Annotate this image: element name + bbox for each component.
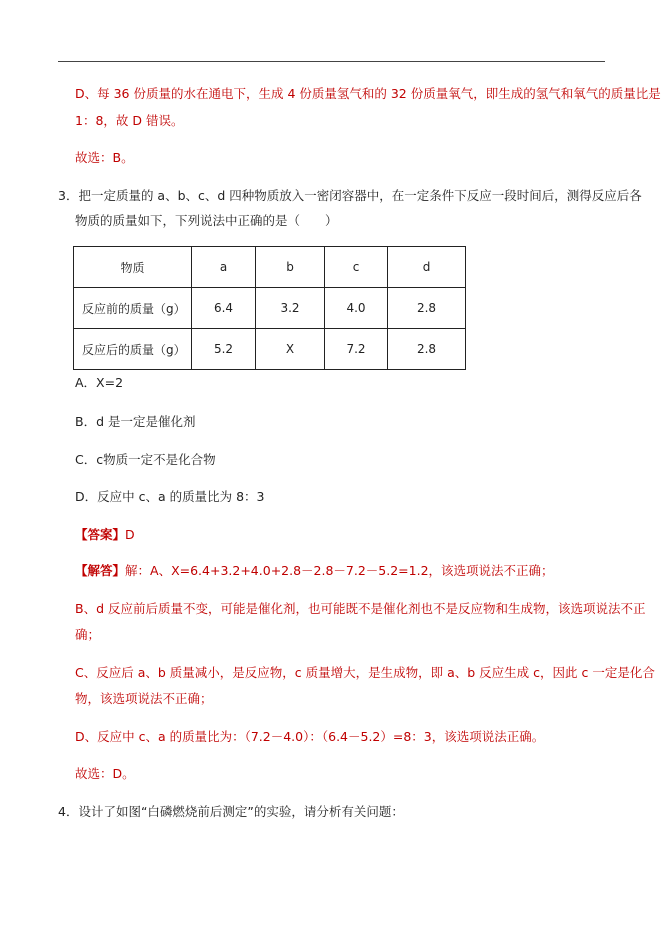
option-b: B．d 是一定是催化剂 bbox=[75, 414, 196, 429]
table-header-cell: a bbox=[192, 247, 256, 288]
table-cell: 5.2 bbox=[192, 329, 256, 370]
table-cell: 反应后的质量（g） bbox=[74, 329, 192, 370]
table-header-cell: 物质 bbox=[74, 247, 192, 288]
table-cell: 7.2 bbox=[325, 329, 388, 370]
analysis-b-line1: B、d 反应前后质量不变，可能是催化剂，也可能既不是催化剂也不是反应物和生成物，该选项说法不正 bbox=[75, 601, 646, 616]
table-cell: X bbox=[256, 329, 325, 370]
analysis-c-line2: 物，该选项说法不正确； bbox=[75, 691, 213, 706]
header-rule bbox=[58, 61, 605, 62]
table-cell: 2.8 bbox=[388, 329, 466, 370]
table-row bbox=[74, 288, 466, 329]
analysis-tag: 【解答】 bbox=[75, 563, 126, 578]
analysis-a bbox=[75, 563, 554, 579]
answer-tag: 【答案】 bbox=[75, 527, 126, 542]
q4-stem: 4．设计了如图“白磷燃烧前后测定”的实验，请分析有关问题： bbox=[58, 804, 404, 819]
table-cell: 3.2 bbox=[256, 288, 325, 329]
table-header-row bbox=[74, 247, 466, 288]
q3-choice: 故选：D。 bbox=[75, 766, 135, 781]
q3-stem-line2: 物质的质量如下，下列说法中正确的是（ ） bbox=[75, 213, 338, 228]
mass-table bbox=[73, 246, 466, 370]
table-header-cell: d bbox=[388, 247, 466, 288]
table-header-cell: c bbox=[325, 247, 388, 288]
table-cell: 反应前的质量（g） bbox=[74, 288, 192, 329]
prev-option-d-line1: D、每 36 份质量的水在通电下，生成 4 份质量氢气和的 32 份质量氧气，即生成的氢气和氧气的质量比是 bbox=[75, 86, 661, 101]
table-cell: 2.8 bbox=[388, 288, 466, 329]
prev-choice: 故选：B。 bbox=[75, 150, 134, 165]
table-row bbox=[74, 329, 466, 370]
analysis-c-line1: C、反应后 a、b 质量减小，是反应物，c 质量增大，是生成物，即 a、b 反应生成 c，因此 c 一定是化合 bbox=[75, 665, 655, 680]
prev-option-d-line2: 1：8，故 D 错误。 bbox=[75, 113, 184, 128]
analysis-b-line2: 确； bbox=[75, 627, 101, 642]
table-cell: 6.4 bbox=[192, 288, 256, 329]
table-header-cell: b bbox=[256, 247, 325, 288]
q3-stem-line1: 3．把一定质量的 a、b、c、d 四种物质放入一密闭容器中，在一定条件下反应一段时间后，测得反应后各 bbox=[58, 188, 642, 203]
option-c: C．c物质一定不是化合物 bbox=[75, 452, 216, 467]
answer-line bbox=[75, 527, 135, 543]
option-a: A．X=2 bbox=[75, 375, 124, 390]
option-d: D．反应中 c、a 的质量比为 8：3 bbox=[75, 489, 265, 504]
answer-value: D bbox=[125, 527, 135, 542]
analysis-a-text: 解：A、X=6.4+3.2+4.0+2.8－2.8－7.2－5.2=1.2，该选项说法不正确； bbox=[125, 563, 554, 578]
analysis-d: D、反应中 c、a 的质量比为：（7.2－4.0）：（6.4－5.2）=8：3，该选项说法正确。 bbox=[75, 729, 545, 744]
table-cell: 4.0 bbox=[325, 288, 388, 329]
